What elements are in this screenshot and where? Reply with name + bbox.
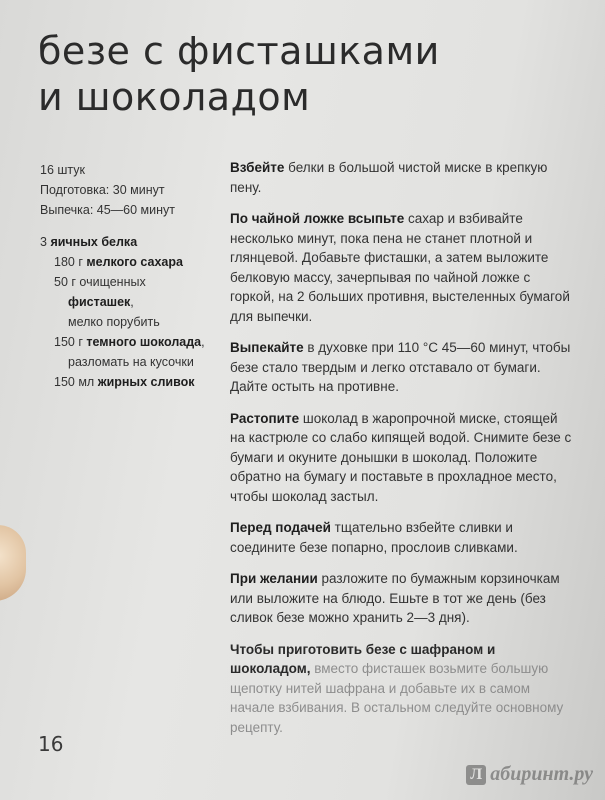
step-1: Взбейте белки в большой чистой миске в крепкую пену.	[230, 160, 548, 195]
title-line-2: и шоколадом	[38, 75, 311, 119]
ingredient-4: 150 г темного шоколада,	[54, 335, 205, 349]
thumb-photo	[0, 525, 26, 601]
watermark-text: абиринт.ру	[490, 763, 593, 785]
page-number: 16	[38, 732, 64, 756]
step-5: Перед подачей тщательно взбейте сливки и соедините безе попарно, прослоив сливками.	[230, 520, 518, 555]
prep-time: Подготовка: 30 минут	[40, 183, 165, 197]
step-4: Растопите шоколад в жаропрочной миске, стоящей на кастрюле со слабо кипящей водой. Снимите безе с бумаги и окуните донышки в шоколад. Положите обратно на бумагу и поставьте в прохладное место, чтобы шоколад застыл.	[230, 410, 572, 504]
ingredient-1: 3 яичных белка	[40, 235, 138, 249]
ingredient-3: 50 г очищенных	[54, 275, 146, 289]
ingredient-2: 180 г мелкого сахара	[54, 255, 183, 269]
title-line-1: безе с фисташками	[38, 29, 440, 73]
step-3: Выпекайте в духовке при 110 °С 45—60 минут, чтобы безе стало твердым и легко отставало от бумаги. Дайте остыть на противне.	[230, 340, 571, 394]
recipe-steps	[230, 158, 575, 749]
labirint-logo-icon: Л	[466, 765, 486, 785]
ingredient-3-name: фисташек,	[68, 295, 134, 309]
ingredient-5: 150 мл жирных сливок	[54, 375, 195, 389]
ingredient-3-note: мелко порубить	[68, 315, 160, 329]
bake-time: Выпечка: 45—60 минут	[40, 203, 176, 217]
labirint-watermark	[466, 763, 593, 786]
variation-note: Чтобы приготовить безе с шафраном и шоколадом, вместо фисташек возьмите большую щепотку нитей шафрана и добавьте их в самом начале взбивания. В остальном следуйте основному рецепту.	[230, 641, 564, 735]
ingredient-4-note: разломать на кусочки	[68, 355, 194, 369]
yield: 16 штук	[40, 163, 85, 177]
page-title	[38, 28, 440, 120]
recipe-sidebar	[40, 160, 220, 392]
step-2: По чайной ложке всыпьте сахар и взбивайте несколько минут, пока пена не станет плотной и глянцевой. Добавьте фисташки, а затем выложите белковую массу, зачерпывая по чайной ложке с горкой, на 2 больших противня, выстеленных бумагой для выпечки.	[230, 211, 570, 324]
step-6: При желании разложите по бумажным корзиночкам или выложите на блюдо. Ешьте в тот же день (без сливок безе можно хранить 2—3 дня).	[230, 571, 560, 625]
